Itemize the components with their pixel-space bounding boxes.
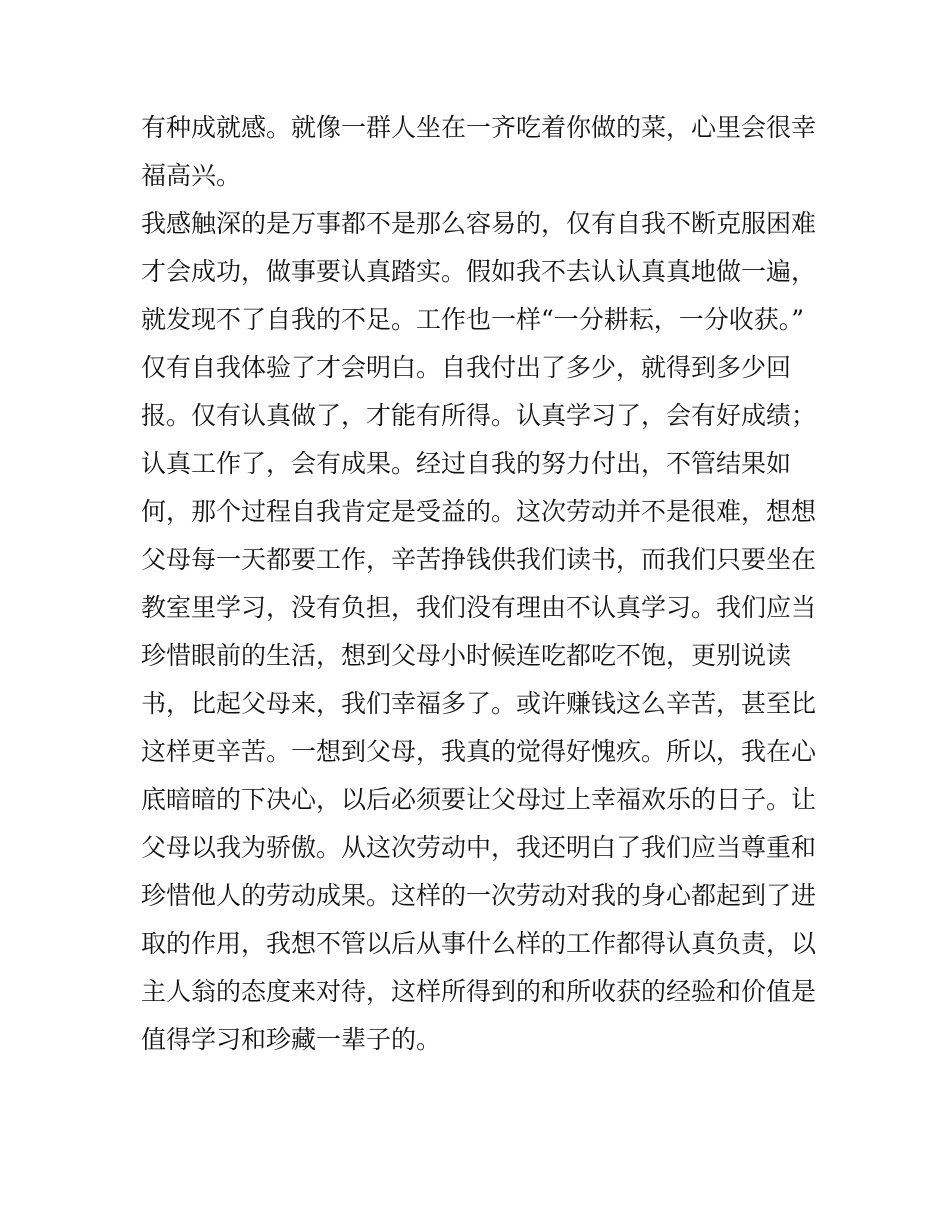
text-line: 才会成功，做事要认真踏实。假如我不去认认真真地做一遍， xyxy=(141,257,817,286)
text-line: 主人翁的态度来对待，这样所得到的和所收获的经验和价值是 xyxy=(141,977,817,1006)
text-line: 报。仅有认真做了，才能有所得。认真学习了，会有好成绩； xyxy=(141,401,817,430)
text-line: 珍惜眼前的生活，想到父母小时候连吃都吃不饱，更别说读 xyxy=(141,641,792,670)
text-line: 认真工作了，会有成果。经过自我的努力付出，不管结果如 xyxy=(141,449,792,478)
text-line: 珍惜他人的劳动成果。这样的一次劳动对我的身心都起到了进 xyxy=(141,881,817,910)
text-line: 仅有自我体验了才会明白。自我付出了多少，就得到多少回 xyxy=(141,353,792,382)
text-line: 我感触深的是万事都不是那么容易的，仅有自我不断克服困难 xyxy=(141,209,817,238)
body-text xyxy=(141,104,821,1064)
text-line: 父母每一天都要工作，辛苦挣钱供我们读书，而我们只要坐在 xyxy=(141,545,817,574)
text-line: 教室里学习，没有负担，我们没有理由不认真学习。我们应当 xyxy=(141,593,817,622)
text-line: 就发现不了自我的不足。工作也一样“一分耕耘，一分收获。” xyxy=(141,305,805,334)
text-line: 值得学习和珍藏一辈子的。 xyxy=(141,1025,442,1054)
text-line: 底暗暗的下决心，以后必须要让父母过上幸福欢乐的日子。让 xyxy=(141,785,817,814)
text-line: 有种成就感。就像一群人坐在一齐吃着你做的菜，心里会很幸 xyxy=(141,113,817,142)
text-line: 何，那个过程自我肯定是受益的。这次劳动并不是很难，想想 xyxy=(141,497,817,526)
text-line: 福高兴。 xyxy=(141,161,242,190)
text-line: 取的作用，我想不管以后从事什么样的工作都得认真负责，以 xyxy=(141,929,817,958)
text-line: 这样更辛苦。一想到父母，我真的觉得好愧疚。所以，我在心 xyxy=(141,737,817,766)
text-line: 父母以我为骄傲。从这次劳动中，我还明白了我们应当尊重和 xyxy=(141,833,817,862)
text-line: 书，比起父母来，我们幸福多了。或许赚钱这么辛苦，甚至比 xyxy=(141,689,817,718)
